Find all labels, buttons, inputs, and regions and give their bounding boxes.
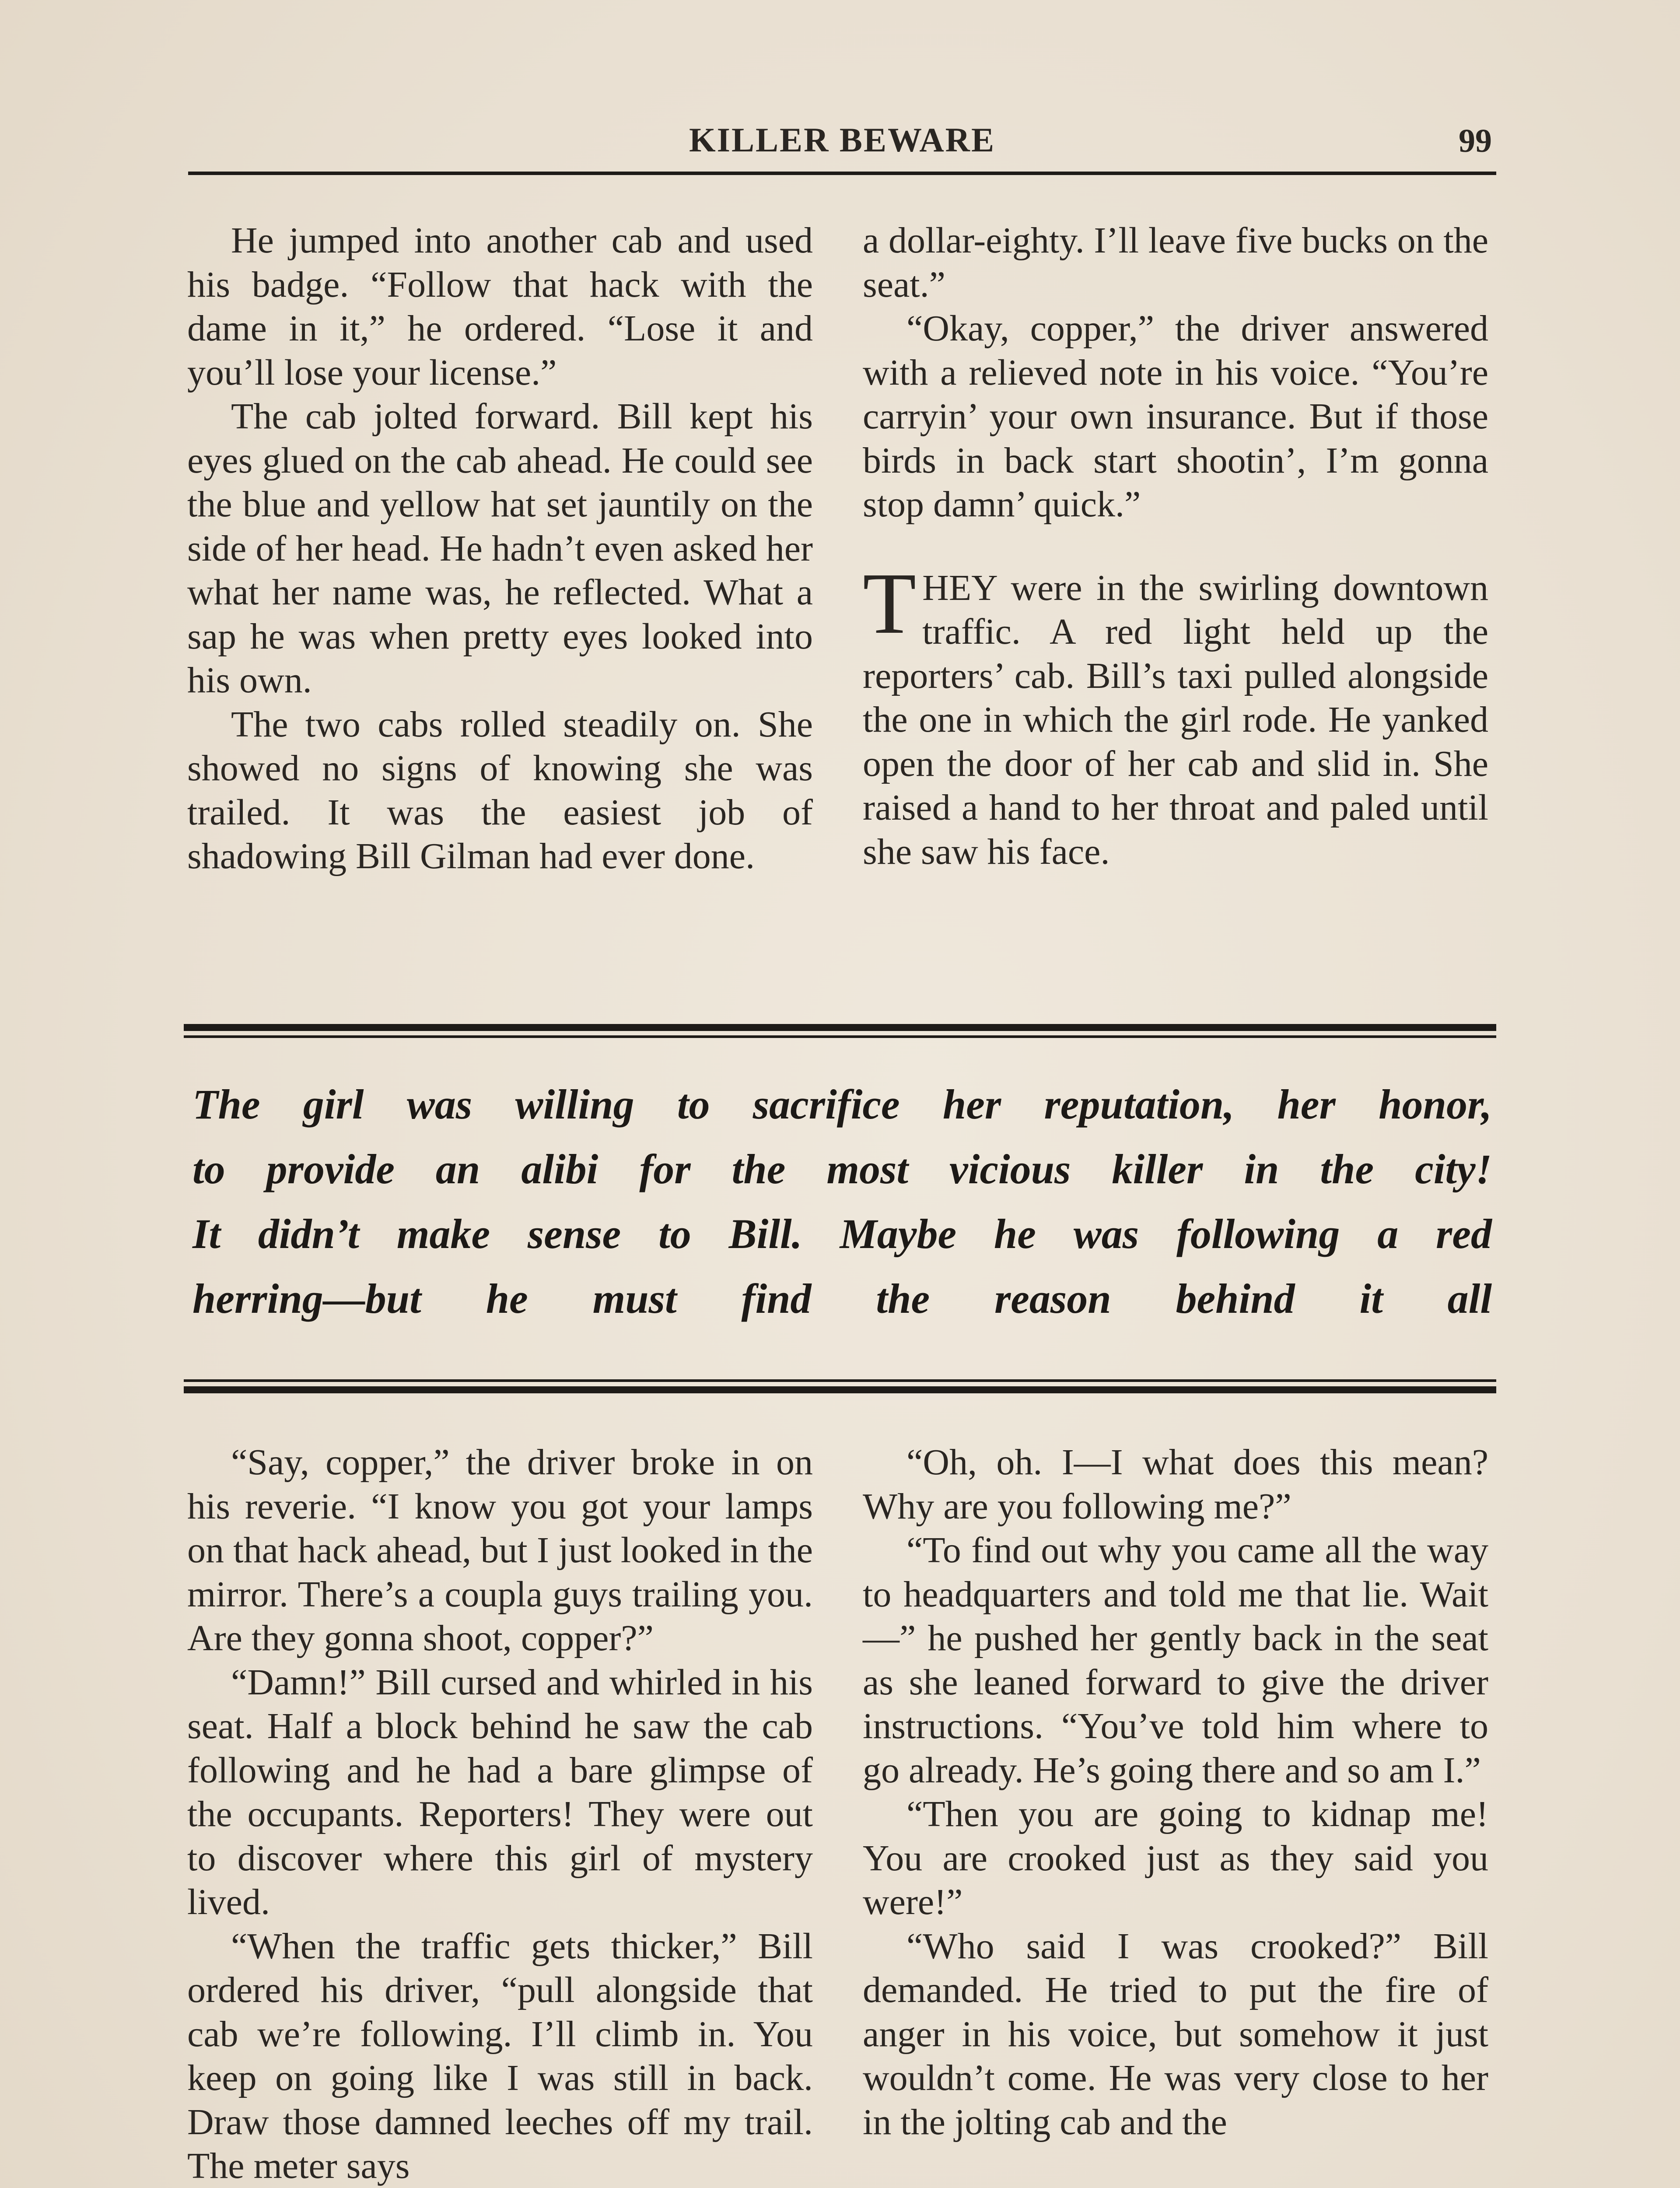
paragraph: “Oh, oh. I—I what does this mean? Why are you following me?”	[863, 1442, 1488, 1527]
thick-rule	[184, 1386, 1496, 1393]
section-break	[863, 527, 1488, 566]
teaser-line: herring—but he must find the reason behind it all	[192, 1275, 1492, 1322]
column-3	[187, 1441, 813, 2188]
thick-rule	[184, 1024, 1496, 1031]
paragraph: a dollar-eighty. I’ll leave five bucks on the seat.”	[863, 220, 1488, 305]
thin-rule	[184, 1379, 1496, 1382]
column-2	[863, 219, 1488, 874]
page-number: 99	[1459, 123, 1492, 159]
teaser-top-rules	[184, 1024, 1496, 1038]
paragraph: “To find out why you came all the way to headquarters and told me that lie. Wait—” he pushed her gently back in the seat as she leaned forward to give the driver instructions. “You’ve told him where to go already. He’s going there and so am I.”	[863, 1530, 1488, 1791]
running-title: KILLER BEWARE	[689, 121, 996, 159]
paragraph: “Damn!” Bill cursed and whirled in his seat. Half a block behind he saw the cab following and he had a bare glimpse of the occupants. Reporters! They were out to discover where this girl of mystery lived.	[187, 1662, 813, 1922]
paragraph: “Okay, copper,” the driver answered with a relieved note in his voice. “You’re carryin’ your own insurance. But if those birds in back start shootin’, I’m gonna stop damn’ quick.”	[863, 308, 1488, 525]
teaser-line: The girl was willing to sacrifice her reputation, her honor,	[192, 1081, 1492, 1128]
paragraph: “Who said I was crooked?” Bill demanded. He tried to put the fire of anger in his voice, but somehow it just wouldn’t come. He was very close to her in the jolting cab and the	[863, 1925, 1488, 2142]
header-rule	[188, 172, 1496, 175]
column-1	[187, 219, 813, 879]
paragraph: He jumped into another cab and used his badge. “Follow that hack with the dame in it,” he ordered. “Lose it and you’ll lose your license.”	[187, 220, 813, 393]
paragraph: “Say, copper,” the driver broke in on his reverie. “I know you got your lamps on that hack ahead, but I just looked in the mirror. There’s a coupla guys trailing you. Are they gonna shoot, copper?”	[187, 1442, 813, 1659]
paragraph: “When the traffic gets thicker,” Bill ordered his driver, “pull alongside that cab we’re following. I’ll climb in. You keep on going like I was still in back. Draw those damned leeches off my trail. The meter says	[187, 1925, 813, 2186]
paragraph: The cab jolted forward. Bill kept his eyes glued on the cab ahead. He could see the blue and yellow hat set jauntily on the side of her head. He hadn’t even asked her what her name was, he reflected. What a sap he was when pretty eyes looked into his own.	[187, 396, 813, 701]
teaser-blurb	[192, 1072, 1492, 1331]
paragraph: The two cabs rolled steadily on. She showed no signs of knowing she was trailed. It was the easiest job of shadowing Bill Gilman had ever done.	[187, 704, 813, 877]
drop-cap: T	[863, 555, 917, 652]
teaser-bottom-rules	[184, 1379, 1496, 1393]
column-4	[863, 1441, 1488, 2144]
paragraph-dropcap	[863, 555, 1488, 874]
teaser-line: It didn’t make sense to Bill. Maybe he was following a red	[192, 1210, 1492, 1257]
thin-rule	[184, 1035, 1496, 1038]
running-header	[188, 120, 1496, 168]
paragraph-text: HEY were in the swirling downtown traffic. A red light held up the reporters’ cab. Bill’s taxi pulled alongside the one in which the girl rode. He yanked open the door of her cab and slid in. She raised a hand to her throat and paled until she saw his face.	[863, 567, 1488, 872]
teaser-line: to provide an alibi for the most vicious killer in the city!	[192, 1146, 1492, 1192]
paragraph: “Then you are going to kidnap me! You are crooked just as they said you were!”	[863, 1794, 1488, 1922]
